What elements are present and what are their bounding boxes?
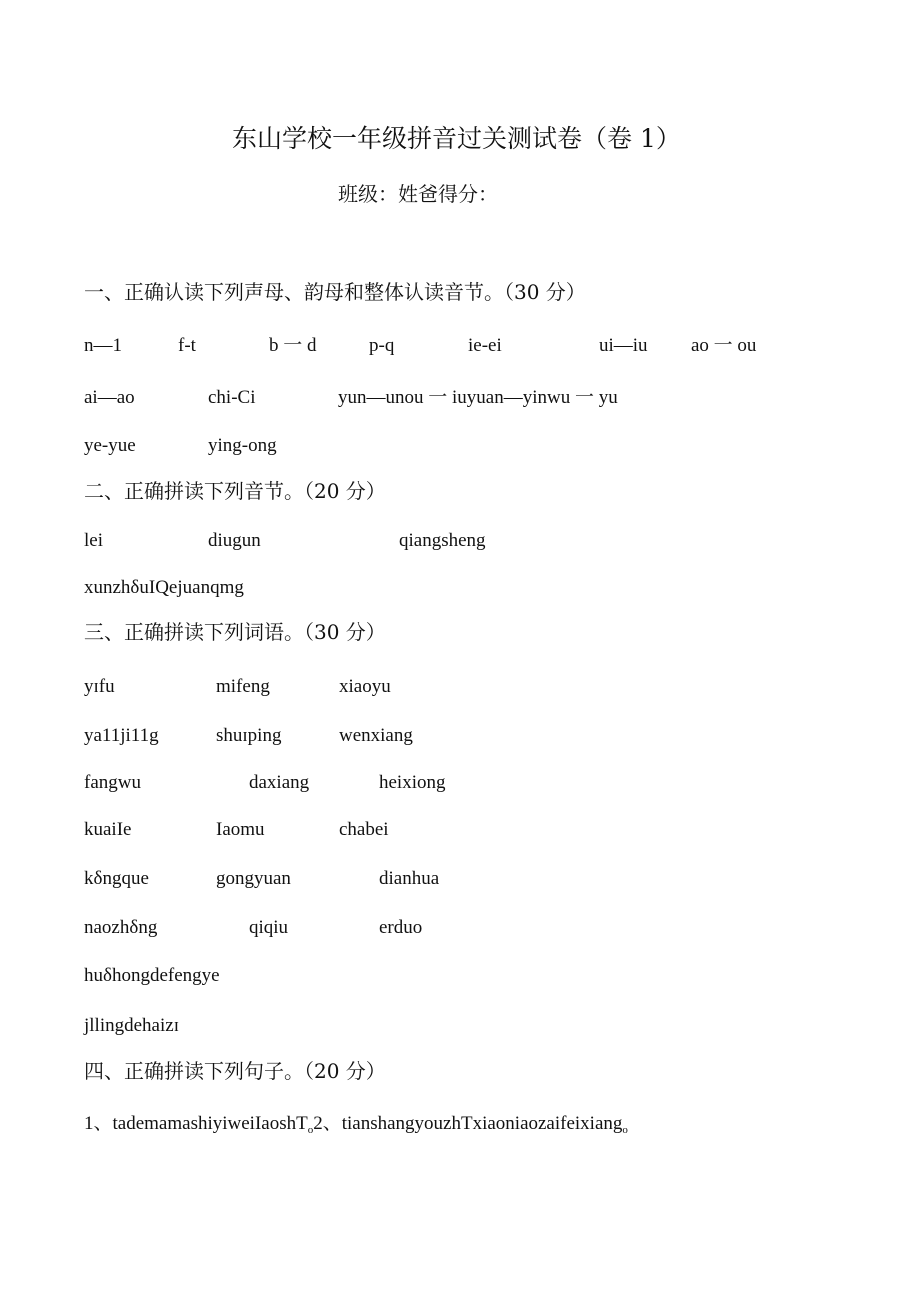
section-1-heading: 一、正确认读下列声母、韵母和整体认读音节。（30 分） xyxy=(84,280,586,304)
word-item: huδhongdefengye xyxy=(84,965,220,986)
sentence-2-end-mark: o xyxy=(622,1124,628,1136)
word-item: fangwu xyxy=(84,772,141,793)
word-item: yɪfu xyxy=(84,676,115,697)
word-item: wenxiang xyxy=(339,725,413,746)
pinyin-item: p-q xyxy=(369,335,395,356)
pinyin-item: ie-ei xyxy=(468,335,502,356)
sentence-2: 2、tianshangyouzhTxiaoniaozaifeixiang xyxy=(313,1113,623,1134)
pinyin-item: n—1 xyxy=(84,335,122,356)
syllable-item: xunzhδuIQejuanqmg xyxy=(84,577,244,598)
word-item: xiaoyu xyxy=(339,676,391,697)
pinyin-item: f-t xyxy=(178,335,196,356)
word-item: mifeng xyxy=(216,676,270,697)
word-item: dianhua xyxy=(379,868,440,889)
word-item: shuɪping xyxy=(216,725,282,746)
section-2-heading: 二、正确拼读下列音节。（20 分） xyxy=(84,479,386,503)
sentence-line xyxy=(84,1114,628,1136)
pinyin-item: ai—ao xyxy=(84,387,135,408)
sentence-1-end-mark: o xyxy=(307,1124,314,1136)
section-4-heading: 四、正确拼读下列句子。（20 分） xyxy=(84,1059,386,1083)
syllable-item: qiangsheng xyxy=(399,530,486,551)
syllable-item: diugun xyxy=(208,530,261,551)
word-item: qiqiu xyxy=(249,917,289,938)
pinyin-item: ying-ong xyxy=(208,435,277,456)
page-title: 东山学校一年级拼音过关测试卷（卷 1） xyxy=(232,124,681,153)
word-item: naozhδng xyxy=(84,917,158,938)
word-item: erduo xyxy=(379,917,423,938)
pinyin-item: ao 一 ou xyxy=(691,335,757,356)
student-info-line: 班级：姓爸得分： xyxy=(338,182,498,206)
word-item: gongyuan xyxy=(216,868,291,889)
pinyin-item: chi-Ci xyxy=(208,387,256,408)
sentence-1: 1、tademamashiyiweiIaoshT xyxy=(84,1113,308,1134)
pinyin-item: yun—unou 一 iuyuan—yinwu 一 yu xyxy=(338,387,618,408)
syllable-item: lei xyxy=(84,530,103,551)
word-item: Iaomu xyxy=(216,819,265,840)
word-item: ya11ji11g xyxy=(84,725,159,746)
pinyin-item: ye-yue xyxy=(84,435,136,456)
word-item: heixiong xyxy=(379,772,446,793)
word-item: kδngque xyxy=(84,868,149,889)
word-item: daxiang xyxy=(249,772,310,793)
pinyin-item: b 一 d xyxy=(269,335,317,356)
word-item: chabei xyxy=(339,819,389,840)
pinyin-item: ui—iu xyxy=(599,335,648,356)
word-item: jllingdehaizɪ xyxy=(84,1015,179,1036)
section-3-heading: 三、正确拼读下列词语。（30 分） xyxy=(84,620,386,644)
word-item: kuaiIe xyxy=(84,819,132,840)
